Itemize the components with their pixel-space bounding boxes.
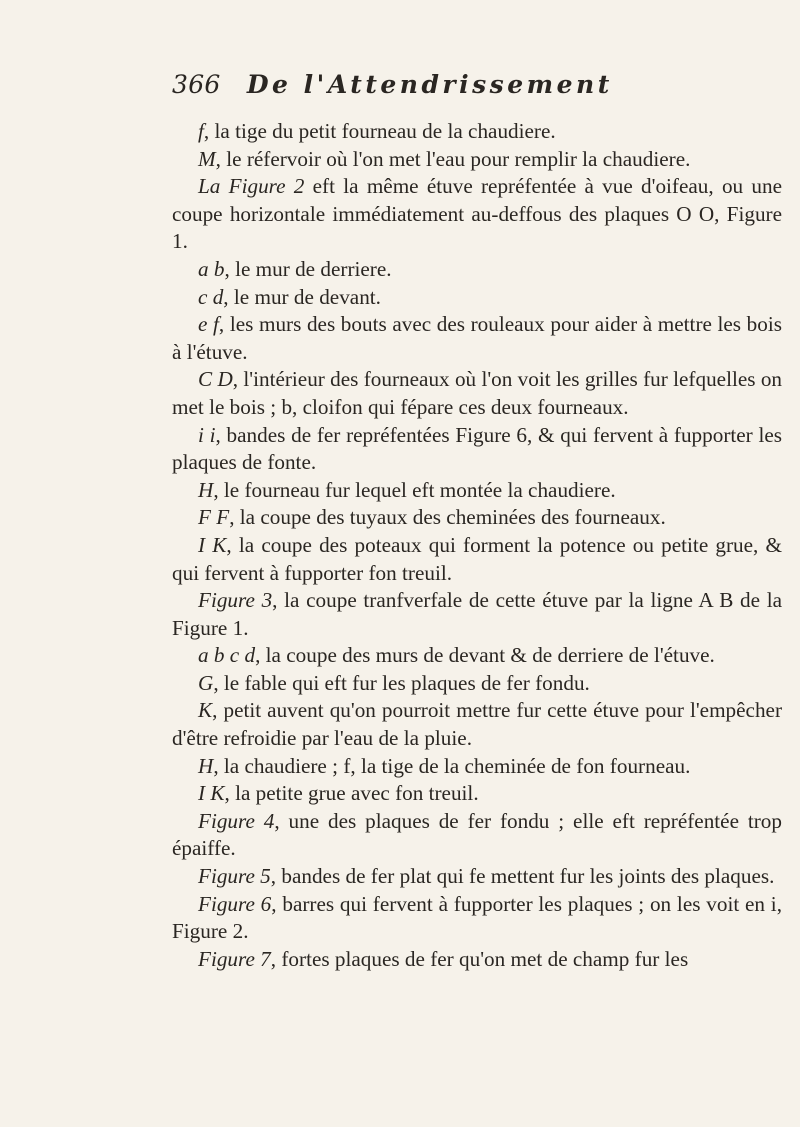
- legend-label: G: [198, 670, 214, 695]
- legend-entry: [172, 422, 782, 477]
- legend-text: , les murs des bouts avec des rouleaux pour aider à mettre les bois à l'étuve.: [172, 312, 782, 364]
- legend-label: La Figure 2: [198, 174, 305, 199]
- legend-label: c d: [198, 284, 224, 309]
- legend-text: , bandes de fer repréfentées Figure 6, & qui fervent à fupporter les plaques de fonte.: [172, 422, 782, 475]
- legend-label: Figure 5: [198, 864, 271, 889]
- legend-label: M: [198, 146, 216, 171]
- legend-entry: [172, 118, 782, 146]
- legend-label: i i: [198, 422, 216, 447]
- legend-text: , la petite grue avec fon treuil.: [224, 781, 479, 806]
- legend-text: , la coupe des poteaux qui forment la potence ou petite grue, & qui fervent à fupporter fon treuil.: [172, 532, 783, 585]
- running-header: [172, 70, 732, 99]
- legend-entry: [172, 366, 782, 421]
- legend-label: a b: [198, 256, 225, 281]
- legend-label: Figure 3: [198, 588, 273, 613]
- legend-entry: [172, 311, 782, 366]
- legend-text: , fortes plaques de fer qu'on met de champ fur les: [270, 946, 689, 971]
- legend-entry: [172, 642, 782, 670]
- legend-label: C D: [198, 367, 233, 392]
- legend-entry: [172, 504, 782, 532]
- legend-label: Figure 7: [198, 946, 271, 971]
- legend-label: H: [198, 477, 214, 502]
- legend-text: , petit auvent qu'on pourroit mettre fur cette étuve pour l'empêcher d'être refroidie par l'eau de la pluie.: [172, 698, 782, 751]
- legend-entry: [172, 780, 782, 808]
- legend-label: K: [198, 698, 213, 723]
- legend-entry: [172, 587, 782, 642]
- page-number: 366: [172, 70, 221, 99]
- legend-entry: [172, 146, 782, 174]
- legend-label: Figure 6: [198, 891, 272, 916]
- legend-text: , la tige du petit fourneau de la chaudiere.: [203, 119, 556, 143]
- legend-text: , la coupe des tuyaux des cheminées des fourneaux.: [229, 505, 666, 530]
- legend-text: , le mur de devant.: [223, 284, 381, 309]
- legend-text: , barres qui fervent à fupporter les plaques ; on les voit en i, Figure 2.: [172, 891, 782, 944]
- legend-entry: [172, 697, 782, 752]
- legend-text: , le fable qui eft fur les plaques de fer fondu.: [213, 670, 590, 695]
- legend-label: f: [198, 119, 204, 143]
- legend-entry: [172, 532, 782, 587]
- legend-text: , le fourneau fur lequel eft montée la chaudiere.: [213, 477, 616, 502]
- legend-label: H: [198, 753, 214, 778]
- legend-label: a b c d: [198, 643, 256, 668]
- legend-entry: [172, 863, 782, 891]
- legend-label: I K: [198, 781, 225, 806]
- legend-text: , la chaudiere ; f, la tige de la cheminée de fon fourneau.: [213, 753, 691, 778]
- legend-text: , la coupe des murs de devant & de derriere de l'étuve.: [255, 643, 715, 668]
- legend-entry: [172, 256, 782, 284]
- legend-text: , bandes de fer plat qui fe mettent fur les joints des plaques.: [270, 864, 775, 889]
- legend-entry: [172, 753, 782, 781]
- legend-text: eft la même étuve repréfentée à vue d'oifeau, ou une coupe horizontale immédiatement au-deffous des plaques O O, Figure 1.: [172, 174, 782, 254]
- legend-entry: [172, 173, 782, 256]
- legend-entry: [172, 477, 782, 505]
- legend-entry: [172, 808, 782, 863]
- legend-text: , le mur de derriere.: [224, 256, 392, 281]
- legend-label: e f: [198, 312, 219, 337]
- legend-entry: [172, 891, 782, 946]
- legend-label: I K: [198, 532, 227, 557]
- legend-entry: [172, 670, 782, 698]
- legend-text: , le réfervoir où l'on met l'eau pour remplir la chaudiere.: [215, 146, 691, 171]
- legend-label: F F: [198, 505, 230, 530]
- legend-label: Figure 4: [198, 808, 275, 833]
- running-title: De l'Attendrissement: [246, 70, 613, 99]
- legend-text: , une des plaques de fer fondu ; elle eft repréfentée trop épaiffe.: [172, 808, 782, 861]
- legend-entry: [172, 946, 782, 974]
- page-body: [172, 118, 782, 973]
- legend-entry: [172, 284, 782, 312]
- legend-text: , l'intérieur des fourneaux où l'on voit les grilles fur lefquelles on met le bois ; b, cloifon qui fépare ces deux fourneaux.: [172, 367, 783, 419]
- legend-text: , la coupe tranfverfale de cette étuve par la ligne A B de la Figure 1.: [172, 588, 782, 640]
